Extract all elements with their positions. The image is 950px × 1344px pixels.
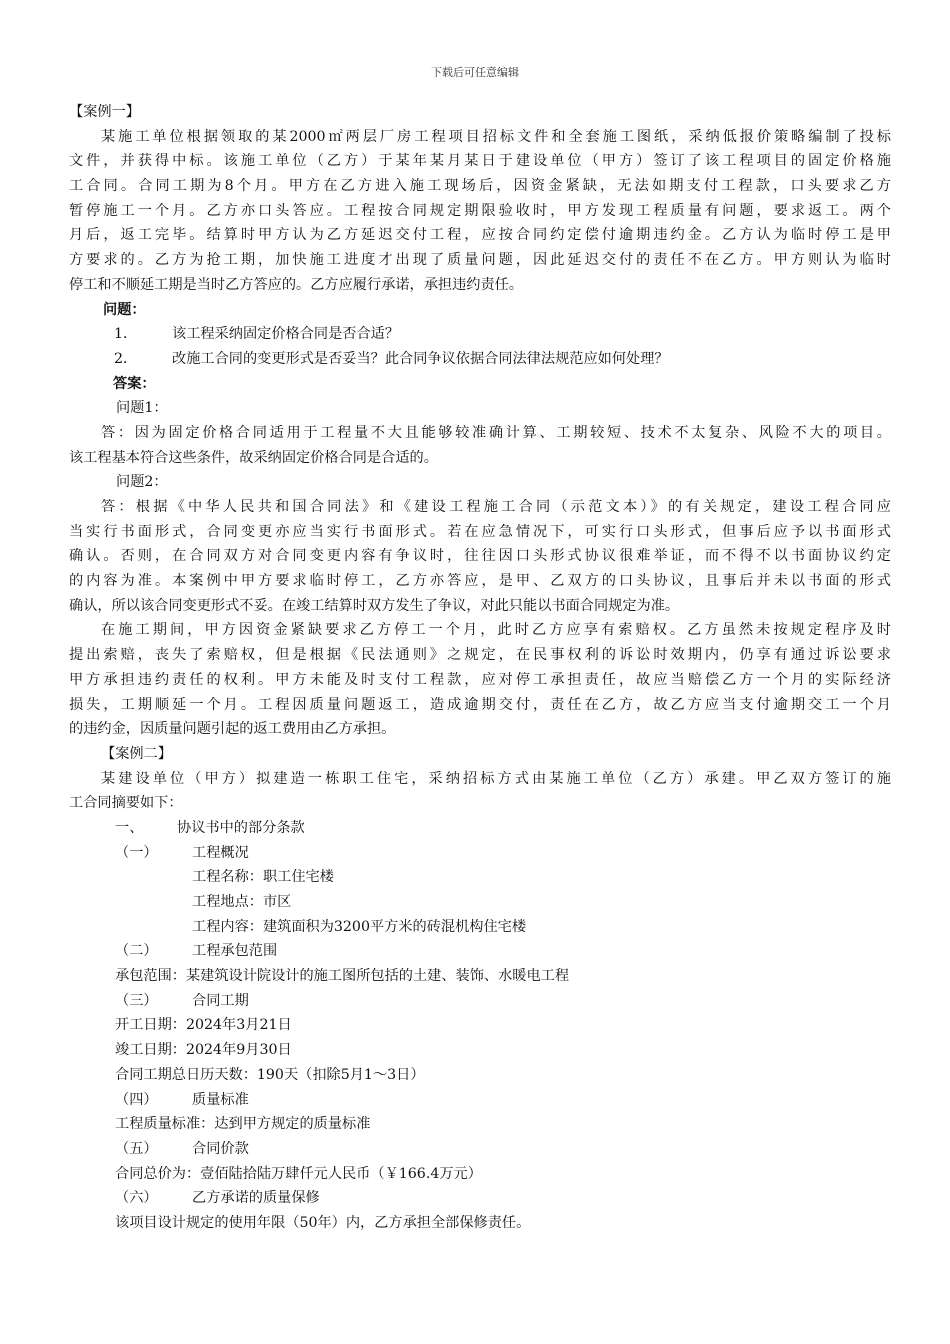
paragraph-line: 工合同。合同工期为8个月。甲方在乙方进入施工现场后，因资金紧缺，无法如期支付工程款，口头要求乙方 <box>69 178 891 195</box>
clause-detail: 工程质量标准：达到甲方规定的质量标准 <box>115 1116 371 1133</box>
paragraph-line: 确认，所以该合同变更形式不妥。在竣工结算时双方发生了争议，对此只能以书面合同规定为准。 <box>69 597 680 614</box>
question-item <box>69 322 891 347</box>
clause-detail: 工程地点：市区 <box>192 894 292 910</box>
paragraph-line: 暂停施工一个月。乙方亦口头答应。工程按合同规定期限验收时，甲方发现工程质量有问题，要求返工。两个 <box>69 202 891 219</box>
clause-subheading <box>69 1137 891 1162</box>
document-body <box>69 100 891 1236</box>
paragraph-line: 工合同摘要如下： <box>69 795 183 812</box>
clause-subheading <box>69 1186 891 1211</box>
item-number: （二） <box>115 943 158 960</box>
paragraph-line: 某建设单位（甲方）拟建造一栋职工住宅，采纳招标方式由某施工单位（乙方）承建。甲乙双方签订的施 <box>101 770 891 787</box>
clause-detail: 承包范围：某建筑设计院设计的施工图所包括的土建、装饰、水暖电工程 <box>115 968 570 985</box>
section-heading: 问题： <box>103 301 146 318</box>
item-text: 该工程采纳固定价格合同是否合适？ <box>172 326 400 343</box>
clause-detail: 合同总价为：壹佰陆拾陆万肆仟元人民币（￥166.4万元） <box>115 1165 482 1182</box>
paragraph-line: 在施工期间，甲方因资金紧缺要求乙方停工一个月，此时乙方应享有索赔权。乙方虽然未按规定程序及时 <box>101 622 891 639</box>
clause-subheading <box>69 939 891 964</box>
item-number: （三） <box>115 992 158 1009</box>
item-text: 合同工期 <box>192 992 249 1009</box>
item-text: 改施工合同的变更形式是否妥当？此合同争议依据合同法律法规范应如何处理？ <box>172 350 669 367</box>
clause-detail: 合同工期总日历天数：190天（扣除5月1～3日） <box>115 1066 425 1083</box>
item-text: 工程承包范围 <box>192 943 278 960</box>
section-heading: 答案： <box>113 375 156 392</box>
item-text: 合同价款 <box>192 1140 249 1157</box>
clause-detail: 开工日期：2024年3月21日 <box>115 1017 292 1034</box>
item-number: 2． <box>114 350 138 367</box>
case-heading: 【案例二】 <box>101 745 172 762</box>
question-item <box>69 347 891 372</box>
paragraph-line: 答：根据《中华人民共和国合同法》和《建设工程施工合同（示范文本）》的有关规定，建设工程合同应 <box>101 499 891 515</box>
item-number: 1． <box>114 326 138 343</box>
item-number: （六） <box>115 1190 158 1207</box>
paragraph-line: 停工和不顺延工期是当时乙方答应的。乙方应履行承诺，承担违约责任。 <box>69 276 524 293</box>
item-number: （一） <box>115 844 158 861</box>
item-text: 质量标准 <box>192 1091 249 1108</box>
case-heading: 【案例一】 <box>69 104 140 120</box>
item-number: （五） <box>115 1140 158 1157</box>
item-number: （四） <box>115 1091 158 1108</box>
paragraph-line: 的违约金，因质量问题引起的返工费用由乙方承担。 <box>69 721 396 738</box>
paragraph-line: 月后，返工完毕。结算时甲方认为乙方延迟交付工程，应按合同约定偿付逾期违约金。乙方认为临时停工是甲 <box>69 227 891 244</box>
answer-subheading: 问题1： <box>116 400 168 417</box>
answer-subheading: 问题2： <box>116 474 168 491</box>
paragraph-line: 的内容为准。本案例中甲方要求临时停工，乙方亦答应，是甲、乙双方的口头协议，且事后并未以书面的形式 <box>69 573 891 590</box>
clause-detail: 竣工日期：2024年9月30日 <box>115 1042 292 1059</box>
paragraph-line: 答：因为固定价格合同适用于工程量不大且能够较准确计算、工期较短、技术不太复杂、风险不大的项目。 <box>101 424 891 441</box>
paragraph-line: 该工程基本符合这些条件，故采纳固定价格合同是合适的。 <box>69 449 438 466</box>
paragraph-line: 当实行书面形式，合同变更亦应当实行书面形式。若在应急情况下，可实行口头形式，但事后应予以书面形式 <box>69 523 891 540</box>
clause-subheading <box>69 841 891 866</box>
clause-detail: 该项目设计规定的使用年限（50年）内，乙方承担全部保修责任。 <box>115 1214 531 1231</box>
item-number: 一、 <box>115 819 144 836</box>
item-text: 工程概况 <box>192 844 249 861</box>
paragraph-line: 方要求的。乙方为抢工期，加快施工进度才出现了质量问题，因此延迟交付的责任不在乙方。甲方则认为临时 <box>69 252 891 269</box>
item-text: 协议书中的部分条款 <box>177 819 305 836</box>
item-text: 乙方承诺的质量保修 <box>192 1190 320 1207</box>
page-header: 下载后可任意编辑 <box>431 66 519 79</box>
paragraph-line: 某施工单位根据领取的某2000㎡两层厂房工程项目招标文件和全套施工图纸，采纳低报价策略编制了投标 <box>101 128 891 145</box>
clause-subheading <box>69 989 891 1014</box>
paragraph-line: 提出索赔，丧失了索赔权，但是根据《民法通则》之规定，在民事权利的诉讼时效期内，仍享有通过诉讼要求 <box>69 647 891 664</box>
paragraph-line: 甲方承担违约责任的权利。甲方未能及时支付工程款，应对停工承担责任，故应当赔偿乙方一个月的实际经济 <box>69 671 891 688</box>
clause-subheading <box>69 1088 891 1113</box>
clause-detail: 工程内容：建筑面积为3200平方米的砖混机构住宅楼 <box>192 918 527 935</box>
clause-detail: 工程名称：职工住宅楼 <box>192 869 334 886</box>
paragraph-line: 确认。否则，在合同双方对合同变更内容有争议时，往往因口头形式协议很难举证，而不得不以书面协议约定 <box>69 548 891 565</box>
clause-heading <box>69 816 891 841</box>
paragraph-line: 文件，并获得中标。该施工单位（乙方）于某年某月某日于建设单位（甲方）签订了该工程项目的固定价格施 <box>69 153 891 170</box>
paragraph-line: 损失，工期顺延一个月。工程因质量问题返工，造成逾期交付，责任在乙方，故乙方应当支付逾期交工一个月 <box>69 696 891 713</box>
